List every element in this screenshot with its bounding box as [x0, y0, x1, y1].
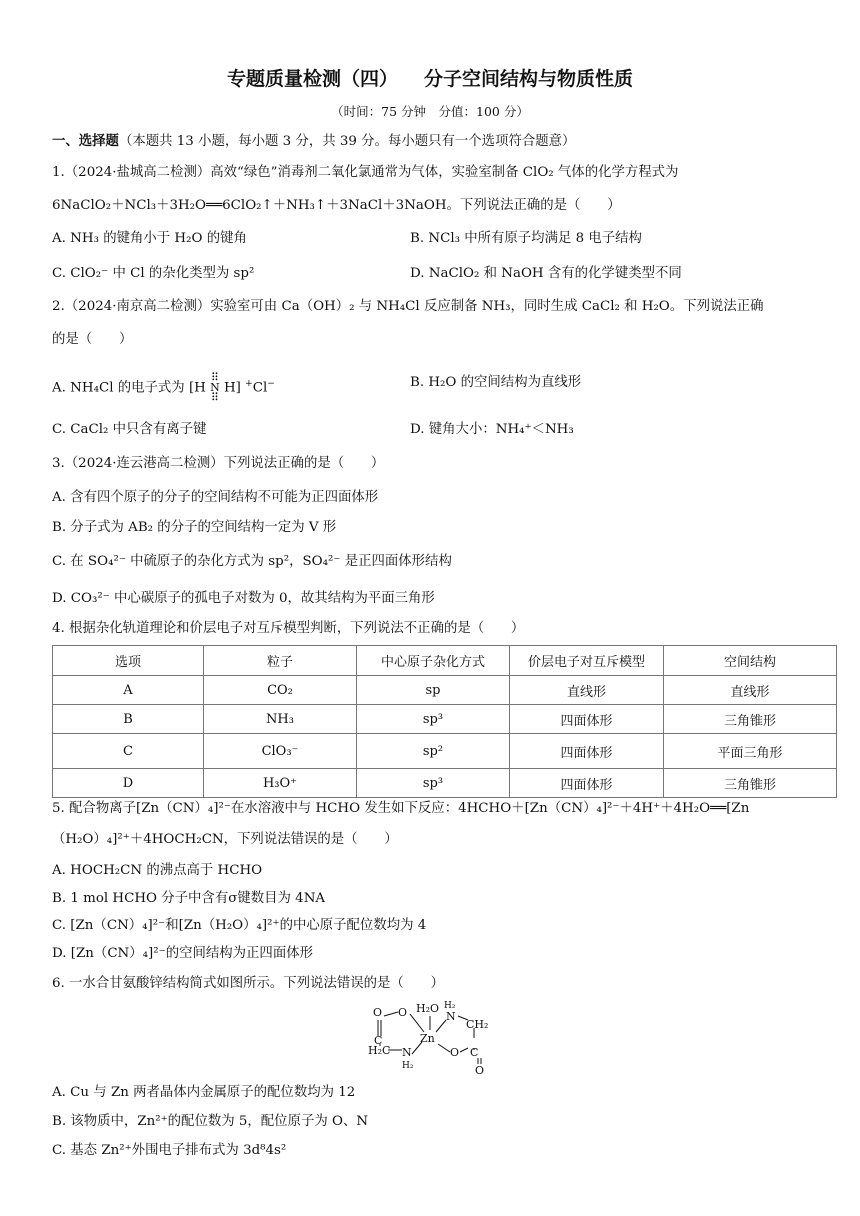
table-cell: sp³ [357, 705, 510, 734]
q2-number: 2. [52, 299, 65, 314]
q6-option-c: C. 基态 Zn²⁺外围电子排布式为 3d⁸4s² [52, 1143, 287, 1158]
table-cell: sp² [357, 734, 510, 769]
table-cell: 四面体形 [510, 769, 664, 798]
q3-stem-text: 下列说法正确的是（ ） [223, 456, 385, 471]
atom-label: O [398, 1006, 408, 1019]
q6-stem: 6. 一水合甘氨酸锌结构简式如图所示。下列说法错误的是（ ） [52, 976, 444, 991]
q3-option-a: A. 含有四个原子的分子的空间结构不可能为正四面体形 [52, 490, 379, 505]
title-left: 专题质量检测（四） [226, 68, 398, 90]
q1-equation: 6NaClO₂＋NCl₃＋3H₂O══6ClO₂↑＋NH₃↑＋3NaCl＋3NaOH。下列说法正确的是（ ） [52, 198, 621, 213]
table-cell: 三角锥形 [664, 705, 837, 734]
table-cell: B [53, 705, 204, 734]
q1-options-row2 [52, 264, 830, 284]
q5-stem: 5. 配合物离子[Zn（CN）₄]²⁻在水溶液中与 HCHO 发生如下反应：4HCHO＋[Zn（CN）₄]²⁻＋4H⁺＋4H₂O══[Zn [52, 801, 750, 816]
q1-option-d: D. NaClO₂ 和 NaOH 含有的化学键类型不同 [410, 266, 682, 281]
q4-table [52, 645, 837, 798]
atom-label: O [475, 1064, 485, 1077]
q1-stem [52, 163, 830, 183]
q3-option-d: D. CO₃²⁻ 中心碳原子的孤电子对数为 0，故其结构为平面三角形 [52, 591, 435, 606]
q3-number: 3. [52, 456, 65, 471]
q4-stem: 4. 根据杂化轨道理论和价层电子对互斥模型判断，下列说法不正确的是（ ） [52, 621, 525, 636]
table-cell: H₃O⁺ [204, 769, 357, 798]
table-cell: 平面三角形 [664, 734, 837, 769]
atom-label: H₂ [402, 1061, 414, 1071]
atom-label: C [374, 1034, 383, 1047]
table-row [53, 676, 837, 705]
q2-stem [52, 297, 830, 317]
q1-option-c: C. ClO₂⁻ 中 Cl 的杂化类型为 sp² [52, 266, 255, 281]
table-cell: sp [357, 676, 510, 705]
atom-label: Zn [420, 1032, 435, 1045]
title-right: 分子空间结构与物质性质 [424, 68, 634, 90]
q2-source: （2024·南京高二检测） [64, 299, 211, 314]
q5-stem-cont: （H₂O）₄]²⁺＋4HOCH₂CN，下列说法错误的是（ ） [52, 832, 398, 847]
table-header: 空间结构 [664, 646, 837, 676]
table-cell: A [53, 676, 204, 705]
q5-option-c: C. [Zn（CN）₄]²⁻和[Zn（H₂O）₄]²⁺的中心原子配位数均为 4 [52, 918, 427, 933]
q2-option-d: D. 键角大小：NH₄⁺＜NH₃ [410, 422, 574, 437]
table-header: 粒子 [204, 646, 357, 676]
table-cell: sp³ [357, 769, 510, 798]
q1-option-b: B. NCl₃ 中所有原子均满足 8 电子结构 [410, 231, 642, 246]
table-cell: 四面体形 [510, 705, 664, 734]
atom-label: CH₂ [466, 1018, 489, 1031]
atom-label: C [470, 1046, 479, 1059]
q2-stem-text: 实验室可由 Ca（OH）₂ 与 NH₄Cl 反应制备 NH₃，同时生成 CaCl₂ 和 H₂O。下列说法正确 [210, 299, 764, 314]
q5-option-b: B. 1 mol HCHO 分子中含有σ键数目为 4NA [52, 891, 326, 906]
q1-source: （2024·盐城高二检测） [64, 165, 211, 180]
section-desc: （本题共 13 小题，每小题 3 分，共 39 分。每小题只有一个选项符合题意） [118, 134, 576, 149]
atom-label: O [373, 1006, 383, 1019]
table-cell: 四面体形 [510, 734, 664, 769]
q2-options-row1 [52, 373, 830, 403]
table-row [53, 734, 837, 769]
table-cell: CO₂ [204, 676, 357, 705]
q6-option-b: B. 该物质中，Zn²⁺的配位数为 5，配位原子为 O、N [52, 1114, 369, 1129]
q2-option-c: C. CaCl₂ 中只含有离子键 [52, 422, 207, 437]
q1-stem-text: 高效“绿色”消毒剂二氧化氯通常为气体，实验室制备 ClO₂ 气体的化学方程式为 [210, 165, 679, 180]
table-cell: NH₃ [204, 705, 357, 734]
table-cell: C [53, 734, 204, 769]
table-cell: 直线形 [510, 676, 664, 705]
atom-label: H₂ [444, 1001, 456, 1011]
table-cell: ClO₃⁻ [204, 734, 357, 769]
table-row [53, 705, 837, 734]
q6-option-a: A. Cu 与 Zn 两者晶体内金属原子的配位数均为 12 [52, 1085, 356, 1100]
q2-option-a: A. NH₄Cl 的电子式为 [52, 380, 185, 396]
table-header: 中心原子杂化方式 [357, 646, 510, 676]
electron-formula: [H ⠿ N ⠿ H] +Cl− [188, 371, 275, 404]
q3-option-c: C. 在 SO₄²⁻ 中硫原子的杂化方式为 sp²，SO₄²⁻ 是正四面体形结构 [52, 554, 452, 569]
exam-meta: （时间：75 分钟 分值：100 分） [331, 104, 529, 119]
table-cell: 直线形 [664, 676, 837, 705]
section-heading [52, 131, 830, 152]
q1-options-row1 [52, 229, 830, 249]
table-header: 价层电子对互斥模型 [510, 646, 664, 676]
q5-option-a: A. HOCH₂CN 的沸点高于 HCHO [52, 863, 263, 878]
table-header: 选项 [53, 646, 204, 676]
q2-options-row2 [52, 420, 830, 440]
q3-source: （2024·连云港高二检测） [64, 456, 224, 471]
q2-stem-cont: 的是（ ） [52, 332, 133, 347]
q3-option-b: B. 分子式为 AB₂ 的分子的空间结构一定为 V 形 [52, 520, 337, 535]
atom-label: H₂O [416, 1002, 440, 1015]
page-title [0, 64, 860, 91]
glycinate-zinc-structure [360, 998, 500, 1078]
table-row [53, 769, 837, 798]
q3-stem [52, 454, 830, 474]
q5-option-d: D. [Zn（CN）₄]²⁻的空间结构为正四面体形 [52, 946, 313, 961]
atom-label: H₂C [368, 1044, 391, 1057]
section-label: 一、选择题 [52, 133, 119, 149]
q2-option-b: B. H₂O 的空间结构为直线形 [410, 375, 582, 390]
q1-number: 1. [52, 165, 65, 180]
atom-label: N [402, 1046, 412, 1059]
atom-label: N [446, 1010, 456, 1023]
table-cell: 三角锥形 [664, 769, 837, 798]
q1-option-a: A. NH₃ 的键角小于 H₂O 的键角 [52, 231, 247, 246]
table-cell: D [53, 769, 204, 798]
atom-label: O [450, 1046, 460, 1059]
table-header-row [53, 646, 837, 676]
